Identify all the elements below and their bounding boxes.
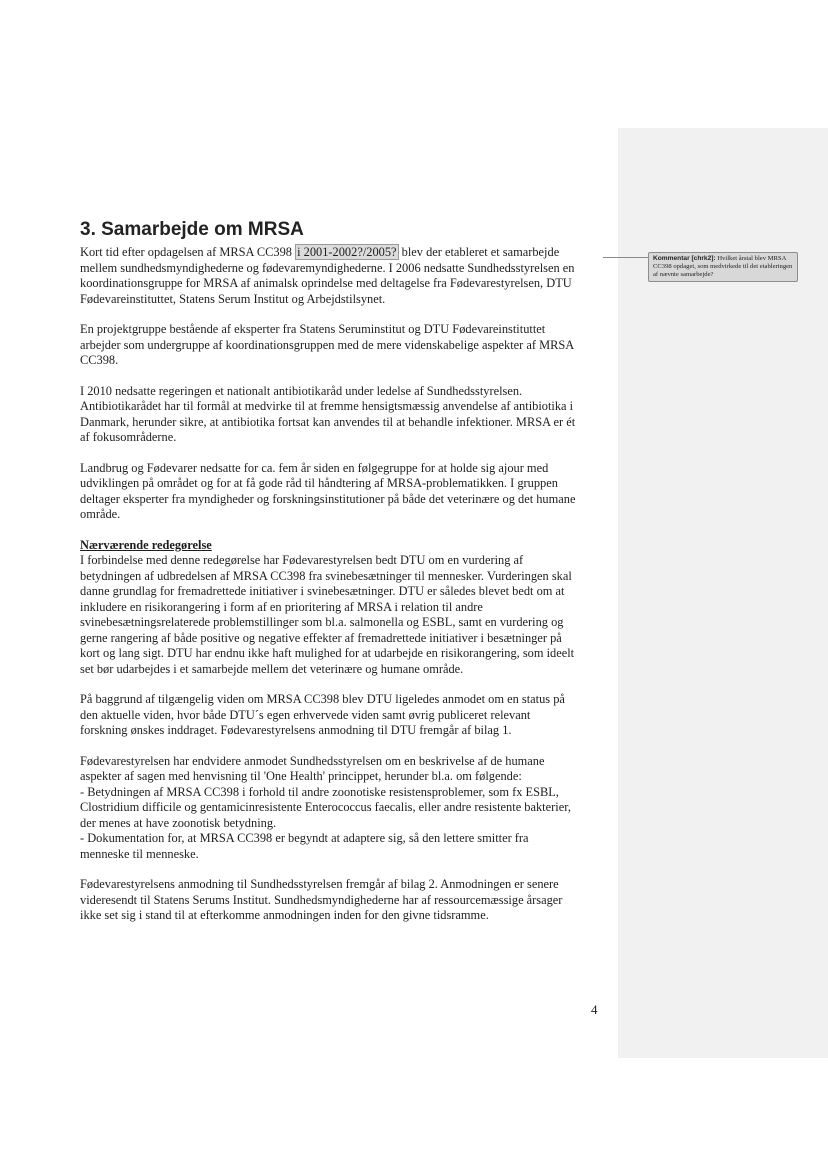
paragraph-line: menneske til menneske. — [80, 846, 199, 861]
paragraph-antibiotic-council — [80, 384, 604, 446]
paragraph-line: - Dokumentation for, at MRSA CC398 er begyndt at adaptere sig, så den lettere smitter fra — [80, 831, 529, 845]
comment-balloon[interactable] — [648, 252, 798, 282]
paragraph-line: der menes at have zoonotisk betydning. — [80, 815, 277, 830]
paragraph-line: Antibiotikarådet har til formål at medvirke til at fremme hensigtsmæssig anvendelse af antibiotika i — [80, 399, 574, 413]
paragraph-line: set bør udarbejdes i et samarbejde mellem det veterinære og humane område. — [80, 661, 464, 676]
paragraph-request-forwarded — [80, 877, 604, 924]
paragraph-line: En projektgruppe bestående af eksperter fra Statens Seruminstitut og DTU Fødevareinstituttet — [80, 322, 546, 336]
paragraph-line: Danmark, herunder sikre, at antibiotika fortsat kan anvendes til at behandle infektioner. MRSA er ét — [80, 414, 576, 429]
paragraph-line: forskning ønskes inddraget. Fødevarestyrelsens anmodning til DTU fremgår af bilag 1. — [80, 723, 512, 737]
paragraph-one-health — [80, 754, 604, 863]
paragraph-line: danne grundlag for fremadrettede initiativer i svinebesætninger. DTU er således blevet bedt om at — [80, 584, 565, 598]
paragraph-line: videresendt til Statens Serums Institut. Sundhedsmyndighederne har af ressourcemæssige årsager — [80, 892, 563, 907]
paragraph-line: I 2010 nedsatte regeringen et nationalt antibiotikaråd under ledelse af Sundhedsstyrelsen. — [80, 383, 523, 398]
paragraph-line: den aktuelle viden, hvor både DTU´s egen erhvervede viden samt øvrig publiceret relevant — [80, 707, 531, 722]
paragraph-line: mellem sundhedsmyndighederne og fødevaremyndighederne. I 2006 nedsatte Sundhedsstyrelsen en — [80, 260, 575, 275]
paragraph-line: Fødevarestyrelsens anmodning til Sundhedsstyrelsen fremgår af bilag 2. Anmodningen er senere — [80, 877, 559, 891]
paragraph-line: koordinationsgruppe for MRSA af animalsk oprindelse med deltagelse fra Fødevarestyrelsen, DTU — [80, 276, 572, 290]
paragraph-current-report — [80, 538, 604, 554]
paragraph-line: Clostridium difficile og gentamicinresistente Enterococcus faecalis, eller andre resistente bakterier, — [80, 800, 571, 814]
paragraph-line: område. — [80, 507, 121, 521]
paragraph-line: CC398. — [80, 353, 119, 367]
comment-text: Hvilket årstal blev MRSA CC398 opdaget, som medvirkede til det etableringen af nævnte samarbejde? — [653, 255, 793, 278]
paragraph-line: arbejder som undergruppe af koordinationsgruppen med de mere videnskabelige aspekter af MRSA — [80, 337, 575, 352]
paragraph-line — [80, 245, 604, 261]
paragraph-line: aspekter af sagen med henvisning til 'One Health' princippet, herunder bl.a. om følgende: — [80, 769, 522, 783]
paragraph-line: Fødevarestyrelsen har endvidere anmodet Sundhedsstyrelsen om en beskrivelse af de humane — [80, 753, 545, 768]
paragraph-line: inkludere en risikorangering i form af en prioritering af MRSA i relation til andre — [80, 599, 483, 614]
paragraph-line: - Betydningen af MRSA CC398 i forhold til andre zoonotiske resistensproblemer, som fx ESBL, — [80, 784, 559, 799]
paragraph-line: gerne rangering af både positive og negative effekter af fremadrettede initiativer i besætninger på — [80, 630, 562, 645]
paragraph-line: kort og lang sigt. DTU har endnu ikke haft mulighed for at udarbejde en risikorangering, som ideelt — [80, 646, 575, 660]
paragraph-line: betydningen af udbredelsen af MRSA CC398 fra svinebesætninger til mennesker. Vurderingen skal — [80, 568, 572, 583]
paragraph-line: udviklingen på området og for at få gode råd til håndtering af MRSA-problematikken. I gruppen — [80, 476, 558, 490]
comment-author: Kommentar [chrk2]: — [653, 255, 716, 262]
paragraph-status-request — [80, 692, 604, 739]
paragraph-line: af fokusområderne. — [80, 430, 177, 444]
subheading-current-report: Nærværende redegørelse — [80, 537, 212, 552]
comment-connector-line — [603, 257, 648, 258]
commented-text-highlight[interactable]: i 2001-2002?/2005? — [297, 245, 397, 259]
text-segment: blev der etableret et samarbejde — [398, 245, 560, 259]
paragraph-line: Landbrug og Fødevarer nedsatte for ca. fem år siden en følgegruppe for at holde sig ajour med — [80, 460, 549, 475]
section-heading: 3. Samarbejde om MRSA — [80, 219, 304, 240]
paragraph-line: svinebesætningsrelaterede problemstillinger som bl.a. salmonella og ESBL, samt en vurdering og — [80, 615, 564, 629]
paragraph-report-request — [80, 553, 604, 677]
paragraph-line: deltager eksperter fra myndigheder og forskningsinstitutioner på både det veterinære og det humane — [80, 491, 576, 506]
paragraph-line: Fødevareinstituttet, Statens Serum Institut og Arbejdstilsynet. — [80, 291, 386, 306]
paragraph-line: I forbindelse med denne redegørelse har Fødevarestyrelsen bedt DTU om en vurdering af — [80, 553, 524, 567]
paragraph-line: ikke set sig i stand til at efterkomme anmodningen inden for den givne tidsramme. — [80, 908, 489, 922]
paragraph-follow-group — [80, 461, 604, 523]
text-segment: Kort tid efter opdagelsen af MRSA CC398 — [80, 245, 296, 259]
paragraph-project-group — [80, 322, 604, 369]
paragraph-line: På baggrund af tilgængelig viden om MRSA CC398 blev DTU ligeledes anmodet om en status på — [80, 692, 565, 706]
page-number: 4 — [591, 1002, 598, 1017]
paragraph-collaboration-intro — [80, 245, 604, 307]
document-body — [80, 245, 604, 939]
